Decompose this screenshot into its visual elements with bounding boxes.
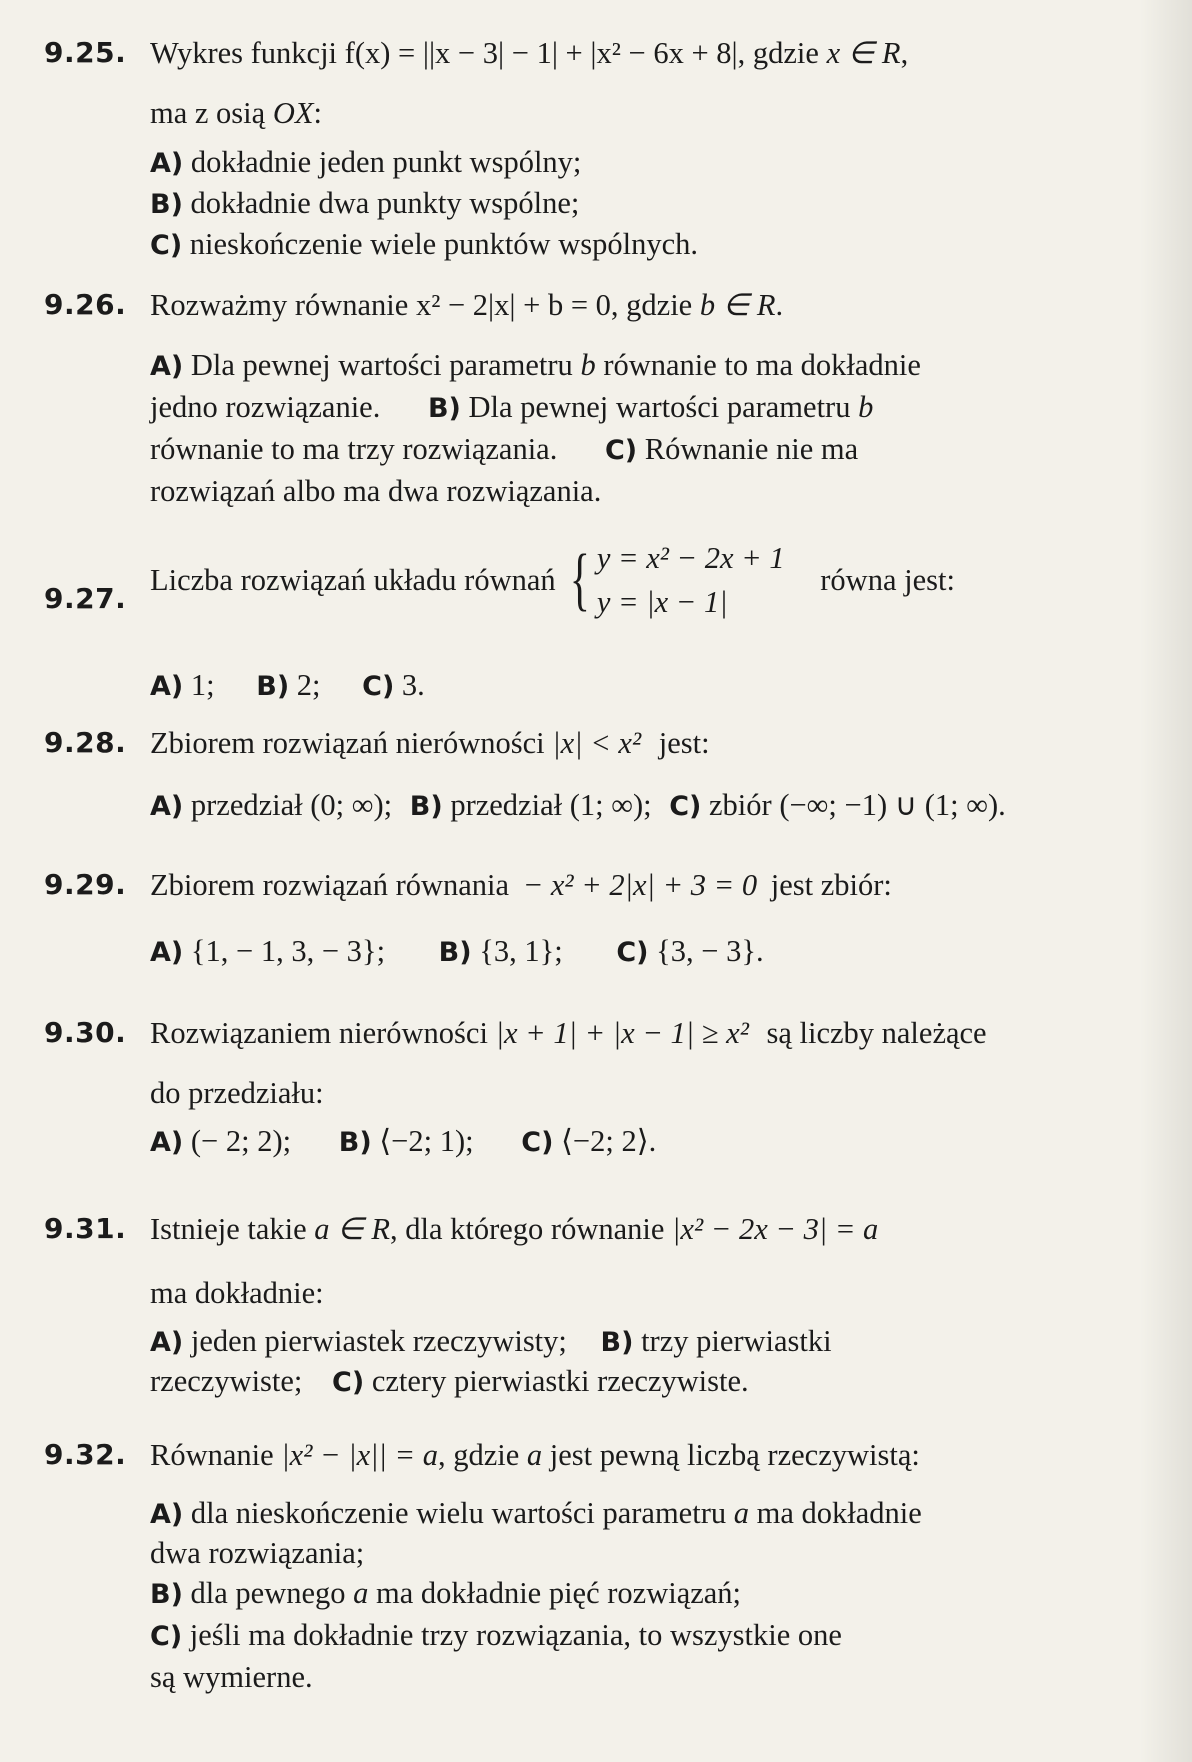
formula: f(x) = ||x − 3| − 1| + |x² − 6x + 8| [344, 36, 738, 70]
problem-stem: Zbiorem rozwiązań równania − x² + 2|x| + 3 = 0 jest zbiór: [150, 868, 892, 902]
problem-number: 9.27. [44, 582, 127, 615]
formula: − x² + 2|x| + 3 = 0 [522, 868, 758, 902]
options-line-3: B) dla pewnego a ma dokładnie pięć rozwiązań; [150, 1576, 742, 1610]
interval: (0; ∞) [310, 788, 384, 822]
option-b: B) dokładnie dwa punkty wspólne; [150, 186, 580, 220]
problem-stem-line-2: ma dokładnie: [150, 1276, 324, 1310]
problem-stem: Istnieje takie a ∈ R, dla którego równanie |x² − 2x − 3| = a [150, 1212, 879, 1246]
option-a: A) dokładnie jeden punkt wspólny; [150, 145, 582, 179]
formula: |x + 1| + |x − 1| ≥ x² [495, 1016, 749, 1050]
formula: |x| < x² [552, 726, 642, 760]
interval: (− 2; 2) [190, 1124, 283, 1158]
options-line-1: A) dla nieskończenie wielu wartości parametru a ma dokładnie [150, 1496, 922, 1530]
interval: ⟨−2; 2⟩ [561, 1124, 649, 1158]
set: {1, − 1, 3, − 3} [190, 934, 377, 968]
problem-stem: Rozważmy równanie x² − 2|x| + b = 0, gdzie b ∈ R. [150, 288, 784, 322]
formula: a ∈ R [314, 1212, 390, 1246]
problem-number: 9.32. [44, 1438, 127, 1471]
formula: |x² − 2x − 3| = a [672, 1212, 879, 1246]
set: {3, − 3} [656, 934, 756, 968]
problem-number: 9.26. [44, 288, 127, 321]
options-row: A) przedział (0; ∞); B) przedział (1; ∞); C) zbiór (−∞; −1) ∪ (1; ∞). [150, 788, 1006, 822]
options-row: A) 1; B) 2; C) 3. [150, 668, 425, 702]
system-brace: { [569, 541, 591, 618]
options-row: A) (− 2; 2); B) ⟨−2; 1); C) ⟨−2; 2⟩. [150, 1124, 657, 1158]
problem-stem-line-2: do przedziału: [150, 1076, 324, 1110]
formula: b ∈ R [699, 288, 776, 322]
formula: |x² − |x|| = a [281, 1438, 438, 1472]
equation-system: y = x² − 2x + 1 y = |x − 1| [596, 541, 785, 619]
options-line-5: są wymierne. [150, 1660, 313, 1694]
options-line-2: rzeczywiste; C) cztery pierwiastki rzeczywiste. [150, 1364, 749, 1398]
problem-stem: Wykres funkcji f(x) = ||x − 3| − 1| + |x² − 6x + 8|, gdzie x ∈ R, [150, 36, 909, 70]
formula: x ∈ R [826, 36, 901, 70]
page-edge-shadow [1140, 0, 1192, 1762]
options-line-4: C) jeśli ma dokładnie trzy rozwiązania, to wszystkie one [150, 1618, 842, 1652]
options-line-1: A) jeden pierwiastek rzeczywisty; B) trzy pierwiastki [150, 1324, 832, 1358]
options-line-1: A) Dla pewnej wartości parametru b równanie to ma dokładnie [150, 348, 921, 382]
problem-number: 9.25. [44, 36, 127, 69]
problem-stem: Liczba rozwiązań układu równań { y = x² − 2x + 1 y = |x − 1| równa jest: [150, 536, 955, 624]
set: {3, 1} [479, 934, 555, 968]
problem-stem: Rozwiązaniem nierówności |x + 1| + |x − 1| ≥ x² są liczby należące [150, 1016, 987, 1050]
problem-number: 9.30. [44, 1016, 127, 1049]
options-row: A) {1, − 1, 3, − 3}; B) {3, 1}; C) {3, − 3}. [150, 934, 764, 968]
option-c: C) nieskończenie wiele punktów wspólnych. [150, 227, 698, 261]
options-line-3: równanie to ma trzy rozwiązania. C) Równanie nie ma [150, 432, 859, 466]
problem-stem-line-2: ma z osią OX: [150, 96, 322, 130]
interval: (1; ∞) [569, 788, 644, 822]
options-line-2: jedno rozwiązanie. B) Dla pewnej wartości parametru b [150, 390, 874, 424]
problem-number: 9.28. [44, 726, 127, 759]
interval: ⟨−2; 1) [379, 1124, 466, 1158]
formula: x² − 2|x| + b = 0 [415, 288, 611, 322]
problem-number: 9.29. [44, 868, 127, 901]
problem-number: 9.31. [44, 1212, 127, 1245]
interval: (−∞; −1) ∪ (1; ∞) [779, 788, 999, 822]
problem-stem: Równanie |x² − |x|| = a, gdzie a jest pewną liczbą rzeczywistą: [150, 1438, 920, 1472]
problem-stem: Zbiorem rozwiązań nierówności |x| < x² jest: [150, 726, 710, 760]
options-line-4: rozwiązań albo ma dwa rozwiązania. [150, 474, 602, 508]
options-line-2: dwa rozwiązania; [150, 1536, 365, 1570]
